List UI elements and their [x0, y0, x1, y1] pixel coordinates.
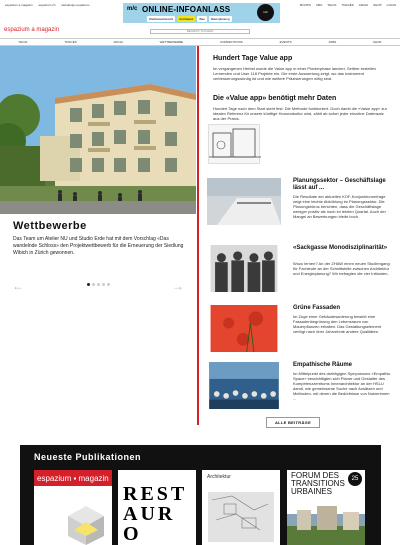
card-title[interactable]: Grüne Fassaden	[293, 305, 341, 311]
cover-title: Architektur	[207, 474, 231, 480]
banner-chip: Bau	[199, 17, 205, 21]
ad-banner[interactable]	[123, 3, 280, 23]
article-text: Hundert Tage nach dem Start steht fest: Die Methode funktioniert. Doch damit die «Value app» zur idealen Referenz für unsere künftige Honorarkultur wird, zählt ab sofort jeder einzelne Datensatz aus der Praxis.	[213, 106, 387, 121]
next-arrow-icon[interactable]: →	[172, 279, 184, 293]
banner-chip: Wettbewerbsrecht	[149, 17, 174, 21]
banner-chip: Raumplanung	[210, 17, 230, 21]
account-link[interactable]: MOOPS	[299, 3, 311, 7]
article-text: Im vergangenen Herbst wurde die Value app in einer Pionierphase lanciert. Seither erstellen Lernenden und User 118 Projekte ein. Die erste Auswertung zeigt, wo das Instrument verbesserungswürdig ist und wie weitere Präzisierungen nötig sind.	[213, 66, 376, 81]
card-title[interactable]: «Sackgasse Monodisziplinarität»	[293, 245, 388, 251]
nav-item[interactable]: SHOP	[373, 40, 382, 44]
carousel-dot[interactable]	[97, 283, 100, 286]
nav-item[interactable]: COMPETITIONS	[219, 40, 243, 44]
article-thumbnail[interactable]	[208, 124, 260, 164]
hero-text: Das Team um Atelier NU und Studio Erde hat mit dem Vorschlag «Das wandelnde Schloss» den Projektwettbewerb für die Erneuerung der Siedlung Wibich in Zürich gewonnen.	[13, 236, 184, 256]
nav-item[interactable]: TEC21	[18, 40, 28, 44]
card-text: Im Zuge einer Gebäudesanierung bewirkt eine Fassadenbegrünung den Lebensraum von Mauerpflanzen erhalten. Das Gestaltungselement verfügt nach über Jahrzehnte andere Qualitäten.	[293, 314, 382, 334]
carousel-dot[interactable]	[92, 283, 95, 286]
banner-badge: m/c	[257, 4, 274, 21]
nav-item[interactable]: JOBS	[328, 40, 337, 44]
nav-item[interactable]: EVENTS	[279, 40, 292, 44]
publication-cover[interactable]	[202, 470, 280, 545]
card-image	[207, 305, 281, 352]
carousel-dots	[87, 283, 110, 286]
banner-chips	[147, 16, 232, 22]
nav-item[interactable]: ARCHI	[113, 40, 123, 44]
hero-image[interactable]	[0, 46, 196, 214]
card-text: Wozu lernen? An der ZHAW einen neuen Studiengang für Fachleute an der Schnittstelle zwischen Architektur und Energieplanung? Wir befragten die vier Initianten.	[293, 261, 390, 276]
publication-cover[interactable]	[287, 470, 365, 545]
card-text: Im Mittelpunkt des dreitägigen Symposiums «Empathic Space» beschäftigten sich Planer und Gestalter des Kompetenzzentrums Innenarchitektur an der HSLU damit, wie gemeinsame Suche nach Ansätzen und Methoden, mit denen die Bedürfnisse von Nutzerinnen ...	[293, 371, 391, 401]
account-link[interactable]: TEC21	[327, 3, 337, 7]
account-links	[300, 3, 396, 7]
publication-cover[interactable]	[118, 470, 196, 545]
carousel-dot[interactable]	[102, 283, 105, 286]
cover-title: espazium ▪ magazin	[37, 474, 109, 483]
account-link[interactable]: ABO	[315, 3, 323, 7]
account-link[interactable]: TRACÉS	[341, 3, 354, 7]
card-title[interactable]: Empathische Räume	[293, 362, 353, 368]
nav-item[interactable]: WETTBEWERBE	[159, 40, 184, 44]
search-input[interactable]: BEGRIFF SUCHEN	[150, 29, 250, 34]
banner-title: ONLINE-INFOANLASS	[142, 5, 231, 14]
carousel-dot[interactable]	[87, 283, 90, 286]
account-link[interactable]: SHOP	[373, 3, 382, 7]
card-text: Die Resultate der aktuellen KOF-Konjunkturumfrage zeigt eine leichte Abkühlung im Planungssektor. Die Planungsbüros berichten, dass die Geschäftslage weniger positiv als noch im letzten Quartal. Auch der Mangel an Bewerbungen bleibt hoch.	[293, 194, 386, 219]
cover-title: RESTAURO	[123, 483, 188, 545]
publications-title: Neueste Publikationen	[34, 452, 142, 462]
top-link[interactable]: webdesign espazium	[61, 3, 90, 7]
header	[0, 24, 400, 38]
account-link[interactable]: LOGIN	[386, 3, 396, 7]
prev-arrow-icon[interactable]: ←	[12, 279, 24, 293]
cover-title: FORUM DES TRANSITIONS URBAINES	[291, 471, 345, 496]
all-articles-button[interactable]: ALLE BEITRÄGE	[266, 417, 320, 428]
hero-title[interactable]: Wettbewerbe	[13, 220, 87, 232]
banner-chip: Architektur	[179, 17, 194, 21]
top-links	[5, 3, 89, 7]
account-link[interactable]: ARCHI	[358, 3, 369, 7]
card-title[interactable]: Planungssektor – Geschäftslage lässt auf ...	[293, 178, 386, 191]
top-link[interactable]: espazium.ch	[38, 3, 56, 7]
building-photo	[0, 46, 196, 214]
card-image	[207, 362, 281, 409]
article-title[interactable]: Hundert Tage Value app	[213, 55, 293, 62]
site-logo[interactable]: espazium a magazin	[4, 27, 60, 33]
top-bar	[0, 0, 400, 24]
main-nav	[0, 38, 400, 46]
cover-issue-number: 25	[348, 472, 362, 486]
carousel-dot[interactable]	[107, 283, 110, 286]
top-link[interactable]: espazium a magazin	[5, 3, 33, 7]
article-title[interactable]: Die «Value app» benötigt mehr Daten	[213, 95, 337, 102]
banner-tag: m/c	[127, 6, 138, 12]
publication-cover[interactable]	[34, 470, 112, 545]
card-image	[207, 178, 281, 225]
nav-item[interactable]: TRACÉS	[64, 40, 77, 44]
card-image	[207, 245, 281, 292]
